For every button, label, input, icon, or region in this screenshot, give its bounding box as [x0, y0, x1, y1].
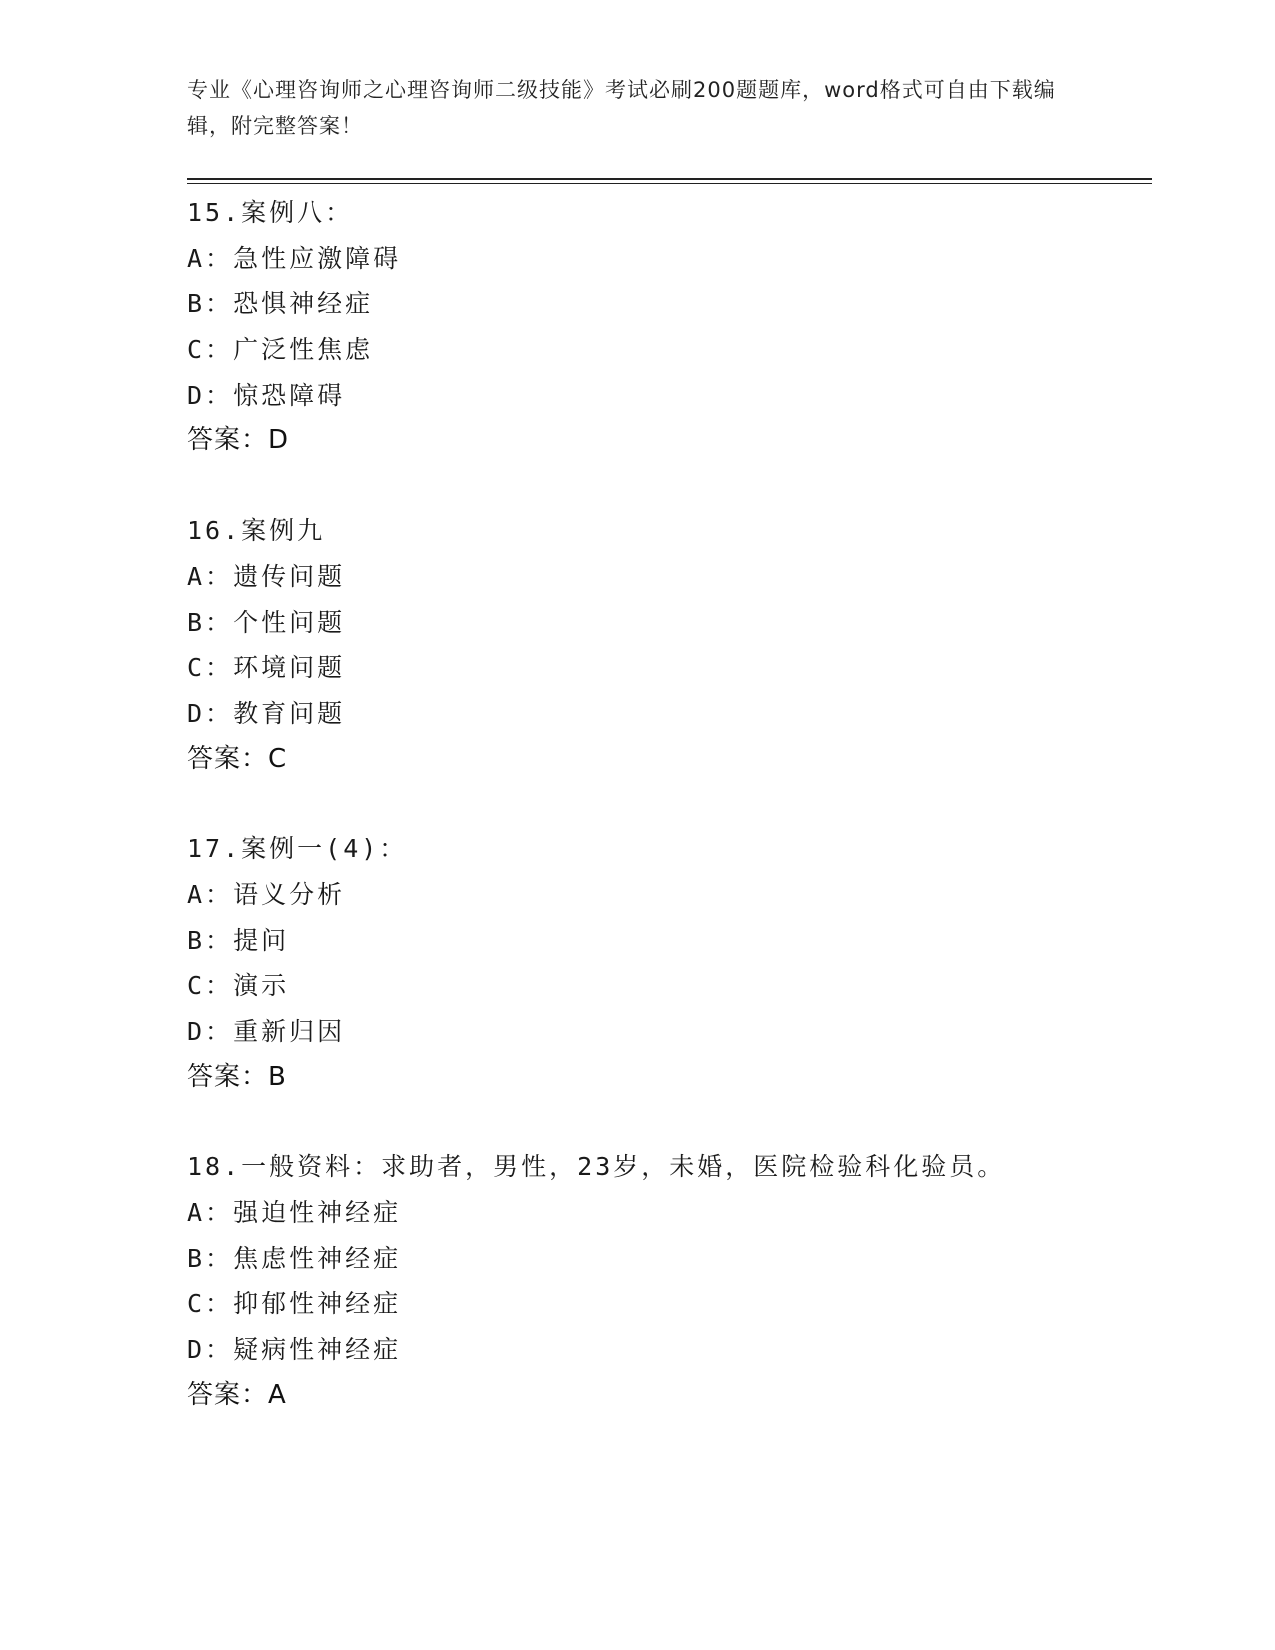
- option-text: 抑郁性神经症: [233, 1289, 402, 1319]
- option-text: 强迫性神经症: [233, 1198, 402, 1228]
- option-d: [187, 373, 1147, 419]
- option-a: [187, 554, 1147, 600]
- option-a: [187, 872, 1147, 918]
- option-text: 提问: [233, 925, 290, 955]
- option-c: [187, 1281, 1147, 1327]
- option-d: [187, 1009, 1147, 1055]
- option-text: 遗传问题: [233, 561, 346, 591]
- option-d: [187, 1327, 1147, 1373]
- option-text: 疑病性神经症: [233, 1335, 402, 1365]
- answer-line: 答案：B: [187, 1061, 287, 1092]
- option-b: [187, 918, 1147, 964]
- option-text: 广泛性焦虑: [233, 335, 374, 365]
- answer-line: 答案：D: [187, 425, 290, 456]
- option-key: A：: [187, 561, 234, 591]
- question-title: 16.案例九: [187, 516, 326, 546]
- option-c: [187, 963, 1147, 1009]
- option-text: 语义分析: [233, 879, 346, 909]
- document-header: 专业《心理咨询师之心理咨询师二级技能》考试必刷200题题库，word格式可自由下载编辑，附完整答案！: [187, 78, 1056, 138]
- option-key: C：: [187, 1289, 234, 1319]
- option-key: C：: [187, 971, 234, 1001]
- option-key: A：: [187, 1198, 234, 1228]
- option-text: 重新归因: [233, 1017, 346, 1046]
- question-title: 15.案例八：: [187, 198, 354, 227]
- option-c: [187, 327, 1147, 373]
- question-17: [187, 826, 1147, 1100]
- option-key: C：: [187, 335, 234, 365]
- answer-line: 答案：C: [187, 743, 288, 774]
- header-divider-thin: [187, 183, 1152, 184]
- question-18: [187, 1144, 1147, 1418]
- option-key: B：: [187, 607, 234, 637]
- option-key: D：: [187, 698, 234, 728]
- question-list: [187, 190, 1147, 1463]
- header-divider-thick: [187, 178, 1152, 180]
- option-c: [187, 645, 1147, 691]
- option-key: B：: [187, 289, 234, 319]
- option-key: A：: [187, 243, 234, 273]
- option-key: B：: [187, 925, 234, 955]
- answer-line: 答案：A: [187, 1379, 287, 1410]
- option-b: [187, 600, 1147, 646]
- option-text: 教育问题: [233, 698, 346, 728]
- option-text: 急性应激障碍: [233, 243, 402, 273]
- option-text: 焦虑性神经症: [233, 1243, 402, 1273]
- option-a: [187, 236, 1147, 282]
- option-key: B：: [187, 1243, 234, 1273]
- option-key: D：: [187, 1017, 234, 1046]
- question-16: [187, 508, 1147, 782]
- question-title: 17.案例一(4)：: [187, 834, 408, 864]
- option-d: [187, 691, 1147, 737]
- option-a: [187, 1190, 1147, 1236]
- option-key: D：: [187, 1335, 234, 1365]
- option-text: 环境问题: [233, 653, 346, 683]
- option-b: [187, 1236, 1147, 1282]
- option-key: D：: [187, 380, 234, 410]
- option-b: [187, 281, 1147, 327]
- option-key: C：: [187, 653, 234, 683]
- question-title: 18.一般资料：求助者，男性，23岁，未婚，医院检验科化验员。: [187, 1152, 1006, 1182]
- option-text: 演示: [233, 971, 290, 1001]
- option-text: 惊恐障碍: [233, 380, 346, 410]
- question-15: [187, 190, 1147, 464]
- option-text: 恐惧神经症: [233, 289, 374, 319]
- option-text: 个性问题: [233, 607, 346, 637]
- option-key: A：: [187, 879, 234, 909]
